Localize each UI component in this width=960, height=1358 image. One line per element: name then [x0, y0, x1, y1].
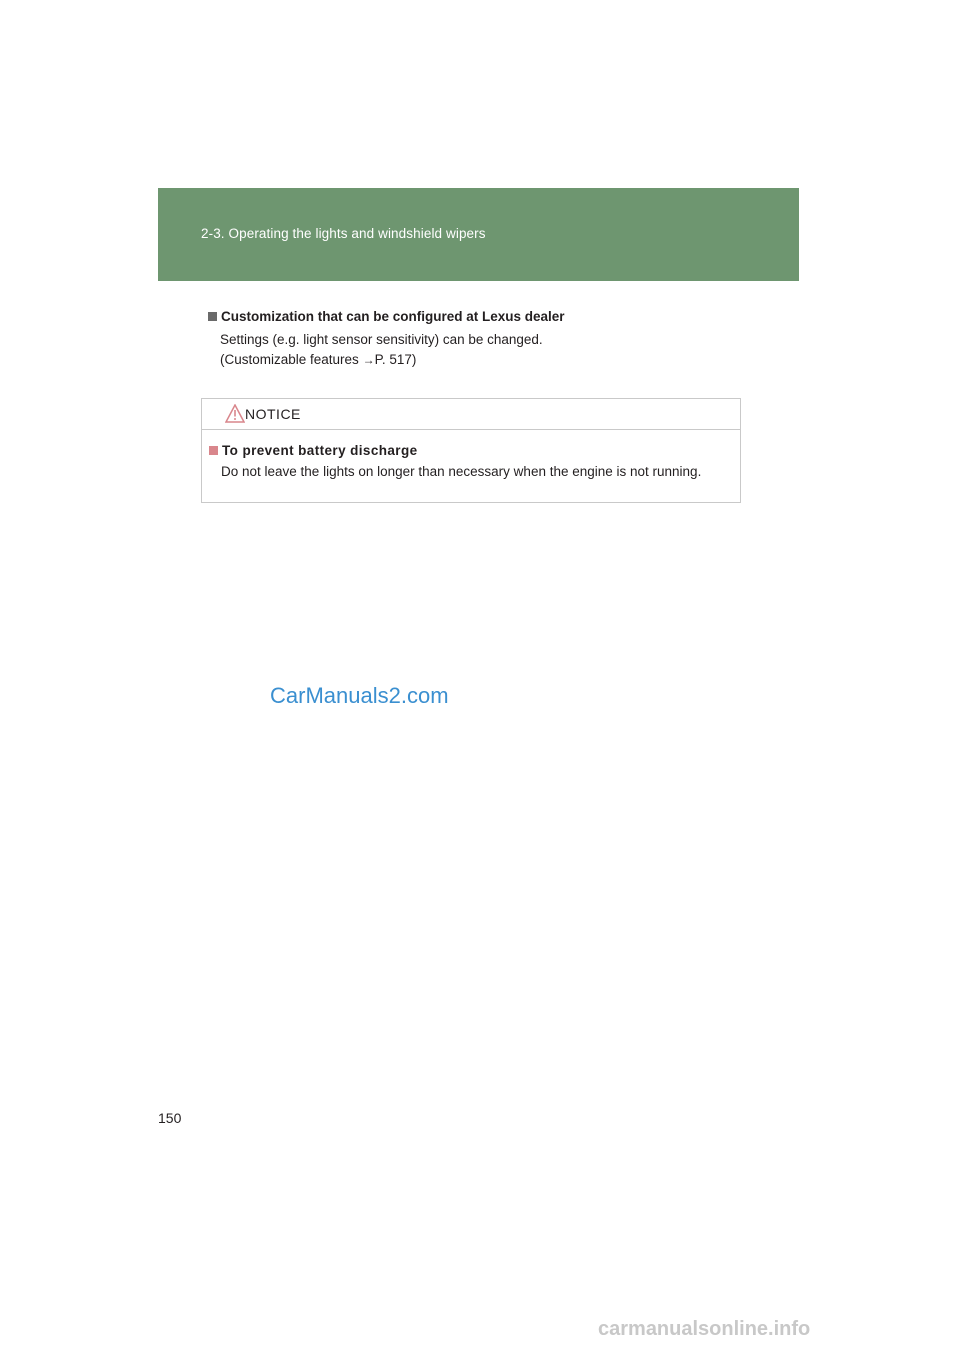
square-bullet-icon: [209, 446, 218, 455]
customization-heading-text: Customization that can be configured at Lexus dealer: [221, 309, 565, 324]
notice-box: [201, 398, 741, 503]
notice-text: Do not leave the lights on longer than necessary when the engine is not running.: [221, 464, 702, 479]
footer-watermark: carmanualsonline.info: [598, 1318, 811, 1340]
notice-body: [209, 443, 729, 479]
square-bullet-icon: [208, 312, 217, 321]
watermark-logo: CarManuals2.com: [270, 683, 449, 708]
notice-heading: [209, 443, 729, 458]
page-reference-link[interactable]: P. 517): [374, 352, 417, 367]
customization-line2: [220, 350, 768, 370]
page-number: 150: [158, 1110, 182, 1126]
notice-header: [202, 399, 740, 430]
customization-section: [208, 309, 768, 370]
customization-line2-prefix: (Customizable features: [220, 352, 363, 367]
warning-triangle-icon: [225, 404, 245, 423]
section-header-band: [158, 188, 799, 281]
notice-heading-text: To prevent battery discharge: [222, 443, 418, 458]
customization-heading: [208, 309, 768, 324]
section-title: 2-3. Operating the lights and windshield wipers: [201, 226, 486, 241]
notice-label: NOTICE: [245, 406, 301, 422]
arrow-right-icon: →: [362, 353, 375, 367]
customization-line1: Settings (e.g. light sensor sensitivity) can be changed.: [220, 332, 543, 347]
customization-body: [220, 330, 768, 370]
